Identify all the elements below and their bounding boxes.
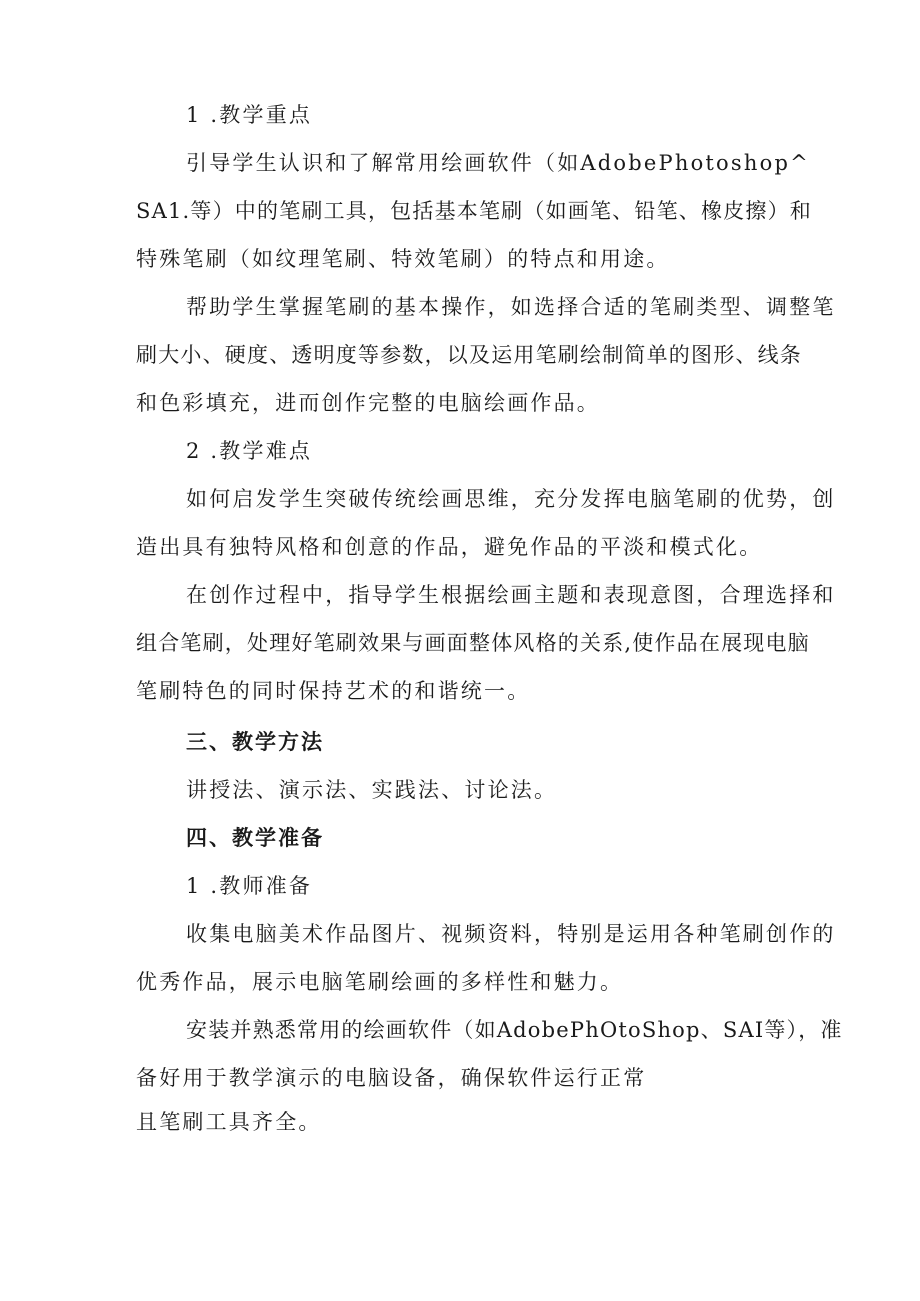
- section-heading-teaching-preparation: 四、教学准备: [186, 826, 324, 850]
- paragraph-line: 特殊笔刷（如纹理笔刷、特效笔刷）的特点和用途。: [136, 247, 670, 271]
- paragraph-line: 组合笔刷，处理好笔刷效果与画面整体风格的关系,使作品在展现电脑: [136, 631, 810, 655]
- paragraph-line: 收集电脑美术作品图片、视频资料，特别是运用各种笔刷创作的: [186, 922, 836, 946]
- paragraph-line: 如何启发学生突破传统绘画思维，充分发挥电脑笔刷的优势，创: [186, 487, 836, 511]
- paragraph-line: 和色彩填充，进而创作完整的电脑绘画作品。: [136, 391, 600, 415]
- paragraph-line: SA1.等）中的笔刷工具，包括基本笔刷（如画笔、铅笔、橡皮擦）和: [136, 199, 812, 223]
- subheading-teaching-focus: 1 .教学重点: [186, 103, 313, 127]
- paragraph-line: 造出具有独特风格和创意的作品，避免作品的平淡和模式化。: [136, 535, 763, 559]
- paragraph-line: 安装并熟悉常用的绘画软件（如AdobePhOtoShop、SAI等），准: [186, 1018, 843, 1042]
- paragraph-line: 且笔刷工具齐全。: [136, 1110, 322, 1134]
- subheading-teacher-preparation: 1 .教师准备: [186, 874, 313, 898]
- paragraph-line: 引导学生认识和了解常用绘画软件（如AdobePhotoshop^: [186, 151, 810, 175]
- paragraph-line: 优秀作品，展示电脑笔刷绘画的多样性和魅力。: [136, 970, 624, 994]
- paragraph-line: 备好用于教学演示的电脑设备，确保软件运行正常: [136, 1066, 647, 1090]
- paragraph-line: 在创作过程中，指导学生根据绘画主题和表现意图，合理选择和: [186, 583, 836, 607]
- paragraph-line: 刷大小、硬度、透明度等参数，以及运用笔刷绘制简单的图形、线条: [136, 343, 802, 367]
- paragraph-line: 讲授法、演示法、实践法、讨论法。: [186, 778, 558, 802]
- section-heading-teaching-methods: 三、教学方法: [186, 730, 324, 754]
- paragraph-line: 帮助学生掌握笔刷的基本操作，如选择合适的笔刷类型、调整笔: [186, 295, 836, 319]
- subheading-teaching-difficulty: 2 .教学难点: [186, 439, 313, 463]
- paragraph-line: 笔刷特色的同时保持艺术的和谐统一。: [136, 679, 531, 703]
